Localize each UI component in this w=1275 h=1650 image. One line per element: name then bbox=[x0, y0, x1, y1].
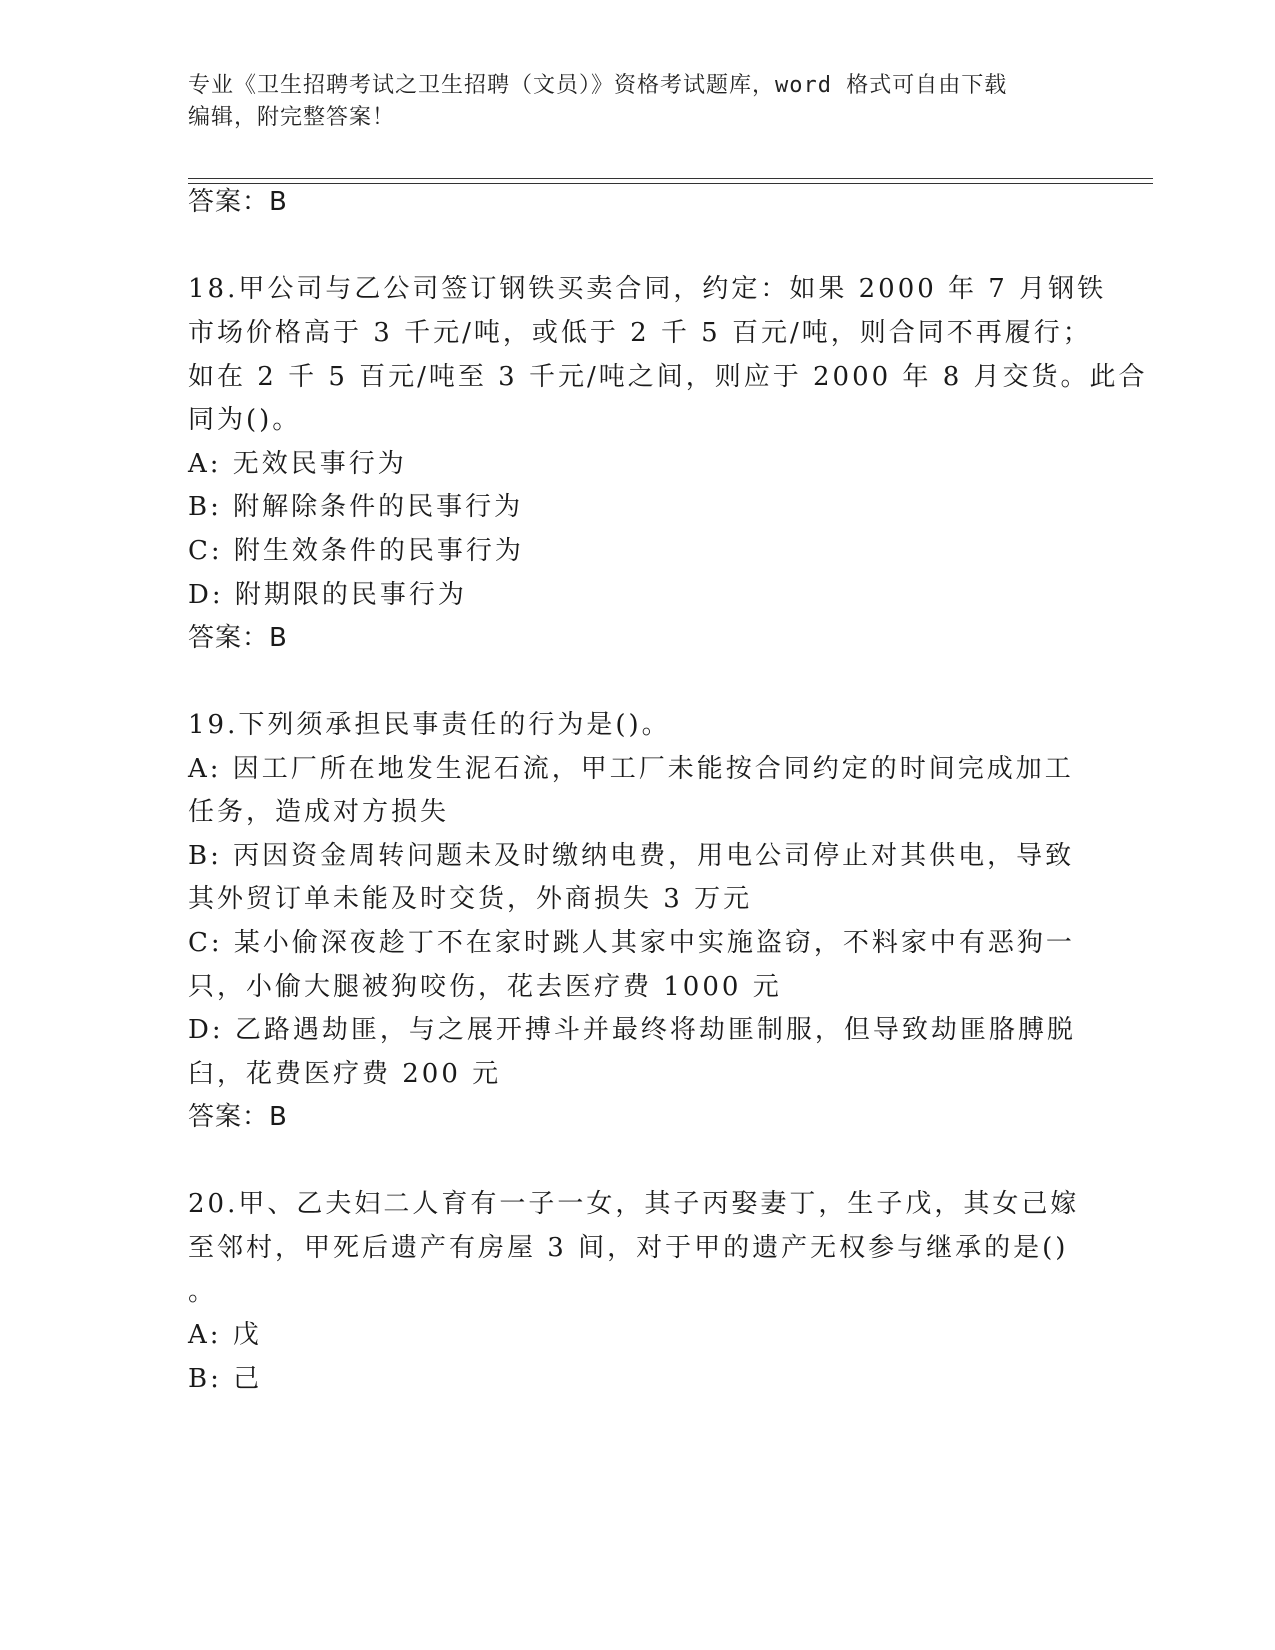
question-19-option-d-line-1: D: 乙路遇劫匪，与之展开搏斗并最终将劫匪制服，但导致劫匪胳膊脱 bbox=[188, 1015, 1076, 1045]
question-20-option-b: B: 己 bbox=[188, 1364, 263, 1394]
header-line-1: 专业《卫生招聘考试之卫生招聘（文员）》资格考试题库，word 格式可自由下载 bbox=[188, 73, 1008, 98]
question-20-stem-line-1: 20.甲、乙夫妇二人育有一子一女，其子丙娶妻丁，生子戊，其女己嫁 bbox=[188, 1189, 1080, 1219]
question-19-option-b-line-1: B: 丙因资金周转问题未及时缴纳电费，用电公司停止对其供电，导致 bbox=[188, 841, 1075, 871]
question-19-stem: 19.下列须承担民事责任的行为是()。 bbox=[188, 710, 671, 740]
question-18-option-d: D: 附期限的民事行为 bbox=[188, 580, 467, 610]
question-18-answer: 答案：B bbox=[188, 623, 288, 653]
header-divider-top bbox=[188, 178, 1153, 179]
question-19-option-c-line-1: C: 某小偷深夜趁丁不在家时跳人其家中实施盗窃，不料家中有恶狗一 bbox=[188, 928, 1075, 958]
question-20-stem-line-2: 至邻村，甲死后遗产有房屋 3 间，对于甲的遗产无权参与继承的是() bbox=[188, 1233, 1069, 1263]
document-header bbox=[188, 70, 1088, 134]
question-19-option-a-line-1: A: 因工厂所在地发生泥石流，甲工厂未能按合同约定的时间完成加工 bbox=[188, 754, 1074, 784]
header-divider-bottom bbox=[188, 183, 1153, 184]
question-18-stem-line-2: 市场价格高于 3 千元/吨，或低于 2 千 5 百元/吨，则合同不再履行； bbox=[188, 318, 1092, 348]
question-19-option-a-line-2: 任务，造成对方损失 bbox=[188, 797, 450, 827]
question-18-stem-line-4: 同为()。 bbox=[188, 405, 302, 435]
question-20-option-a: A: 戊 bbox=[188, 1320, 262, 1350]
question-18-option-a: A: 无效民事行为 bbox=[188, 449, 407, 479]
question-19-option-b-line-2: 其外贸订单未能及时交货，外商损失 3 万元 bbox=[188, 884, 753, 914]
question-18-option-c: C: 附生效条件的民事行为 bbox=[188, 536, 524, 566]
question-18-stem-line-3: 如在 2 千 5 百元/吨至 3 千元/吨之间，则应于 2000 年 8 月交货。此合 bbox=[188, 362, 1148, 392]
question-20-stem-line-3: 。 bbox=[188, 1277, 218, 1307]
question-18-option-b: B: 附解除条件的民事行为 bbox=[188, 492, 524, 522]
header-line-2: 编辑，附完整答案！ bbox=[188, 105, 396, 130]
answer-line-q17: 答案：B bbox=[188, 187, 288, 217]
question-18-stem-line-1: 18.甲公司与乙公司签订钢铁买卖合同，约定：如果 2000 年 7 月钢铁 bbox=[188, 274, 1107, 304]
question-19-option-d-line-2: 臼，花费医疗费 200 元 bbox=[188, 1059, 502, 1089]
question-19-answer: 答案：B bbox=[188, 1102, 288, 1132]
question-19-option-c-line-2: 只，小偷大腿被狗咬伤，花去医疗费 1000 元 bbox=[188, 972, 782, 1002]
